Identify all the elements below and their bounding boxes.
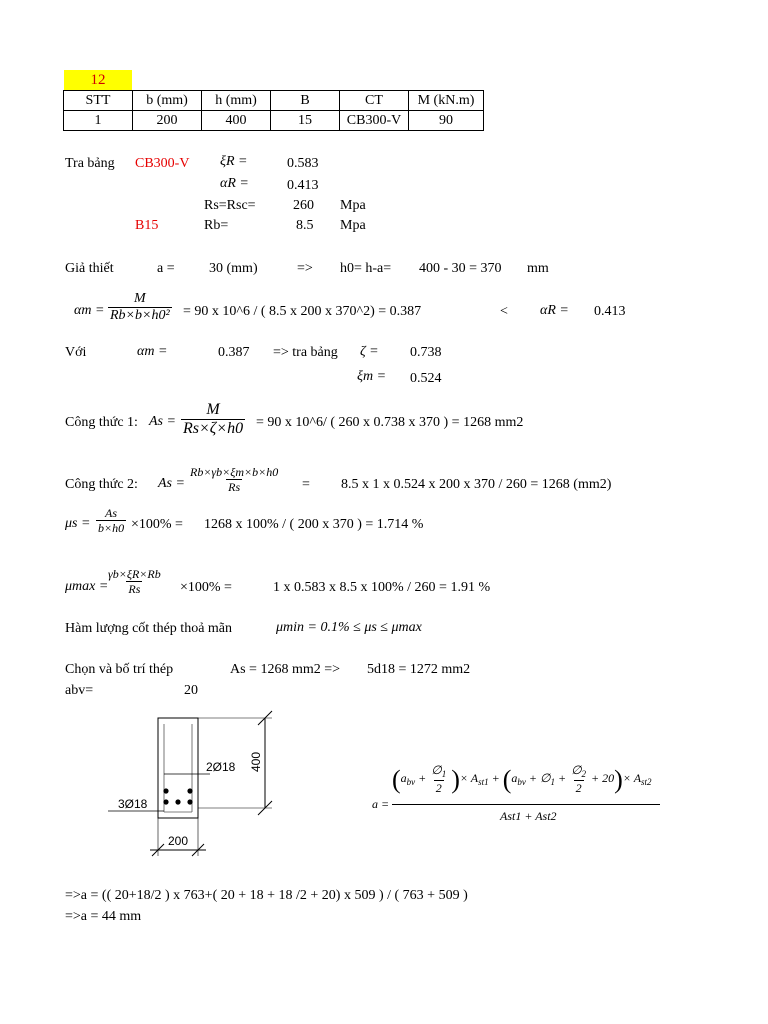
width-label: 200 <box>168 834 189 848</box>
fraction <box>96 507 126 534</box>
rebar-dot <box>187 788 192 793</box>
mu-s-lhs: μs = <box>65 516 91 531</box>
less-than: < <box>500 304 508 319</box>
rs-value: 260 <box>293 198 314 213</box>
abv-label: abv= <box>65 683 94 698</box>
h0-label: h0= h-a= <box>340 261 392 276</box>
fraction <box>108 292 172 323</box>
fraction <box>181 402 245 437</box>
fraction <box>188 466 280 493</box>
denominator: Rb×b×h0² <box>110 308 170 323</box>
with-alpha-m-value: 0.387 <box>218 345 250 360</box>
rebar-dot <box>163 788 168 793</box>
denominator: Rs <box>128 582 141 596</box>
a-value: 30 (mm) <box>209 261 258 276</box>
with-alpha-m-label: αm = <box>137 344 168 359</box>
fraction: $\frac{\emptyset_1}{2}$ <box>431 763 447 795</box>
mu-max-lhs: μmax = <box>65 579 109 594</box>
formula2-lhs: As = <box>158 476 185 491</box>
h0-value: 400 - 30 = 370 <box>419 261 502 276</box>
a-formula-denominator: Ast1 + Ast2 <box>500 809 557 823</box>
numerator: M <box>133 291 146 306</box>
numerator: γb×ξR×Rb <box>108 567 161 581</box>
formula2-fraction <box>188 466 280 493</box>
with-lookup: => tra bảng <box>273 345 338 360</box>
h0-unit: mm <box>527 261 549 276</box>
formula1-label: Công thức 1: <box>65 415 138 430</box>
alpha-r-value: 0.413 <box>287 178 319 193</box>
alpha-r-compare-value: 0.413 <box>594 304 626 319</box>
beam-section-diagram <box>100 708 290 868</box>
lookup-label: Tra bảng <box>65 156 115 171</box>
a-formula-lhs: a = <box>372 797 390 811</box>
a-label: a = <box>157 261 175 276</box>
fraction: $\frac{\emptyset_2}{2}$ <box>571 763 587 795</box>
rb-unit: Mpa <box>340 218 366 233</box>
alpha-r-label: αR = <box>220 176 249 191</box>
denominator: b×h0 <box>98 521 125 535</box>
zeta-label: ζ = <box>360 344 379 359</box>
rebar-dot <box>163 799 168 804</box>
formula1-fraction <box>181 402 245 437</box>
table-header-cell: B <box>271 91 340 111</box>
a-formula-divider <box>392 804 660 805</box>
mu-max-calc: 1 x 0.583 x 8.5 x 100% / 260 = 1.91 % <box>273 580 491 595</box>
rs-label: Rs=Rsc= <box>204 198 256 213</box>
formula2-calc: 8.5 x 1 x 0.524 x 200 x 370 / 260 = 1268 (mm2) <box>341 477 612 492</box>
formula1-calc: = 90 x 10^6/ ( 260 x 0.738 x 370 ) = 1268 mm2 <box>256 415 524 430</box>
table-row <box>64 111 484 131</box>
denominator: Rs×ζ×h0 <box>183 420 244 437</box>
table-header-cell: STT <box>64 91 133 111</box>
formula2-eq: = <box>302 477 310 492</box>
table-header-cell: h (mm) <box>202 91 271 111</box>
table-cell: 1 <box>64 111 133 131</box>
xi-r-label: ξR = <box>220 154 248 169</box>
numerator: As <box>105 506 118 520</box>
with-label: Với <box>65 345 87 360</box>
rb-value: 8.5 <box>296 218 314 233</box>
select-as: As = 1268 mm2 => <box>230 662 341 677</box>
table-header-row <box>64 91 484 111</box>
arrow: => <box>297 261 313 276</box>
rb-label: Rb= <box>204 218 229 233</box>
table-cell: 90 <box>409 111 484 131</box>
xi-r-value: 0.583 <box>287 156 319 171</box>
formula1-lhs: As = <box>149 414 176 429</box>
top-bars-label: 2Ø18 <box>206 760 236 774</box>
table-cell: 400 <box>202 111 271 131</box>
concrete-grade: B15 <box>135 218 159 233</box>
xi-m-label: ξm = <box>357 369 387 384</box>
alpha-r-compare-label: αR = <box>540 303 569 318</box>
alpha-m-lhs: αm = <box>74 303 105 318</box>
input-table <box>63 90 484 131</box>
height-label: 400 <box>249 751 263 772</box>
bottom-bars-label: 3Ø18 <box>118 797 148 811</box>
alpha-m-calc: = 90 x 10^6 / ( 8.5 x 200 x 370^2) = 0.387 <box>183 304 422 319</box>
zeta-value: 0.738 <box>410 345 442 360</box>
mu-s-suffix: ×100% = <box>131 517 183 532</box>
mu-s-fraction <box>96 507 126 534</box>
formula2-label: Công thức 2: <box>65 477 138 492</box>
result-line-1: =>a = (( 20+18/2 ) x 763+( 20 + 18 + 18 /2 + 20) x 509 ) / ( 763 + 509 ) <box>65 888 468 903</box>
table-cell: 200 <box>133 111 202 131</box>
mu-max-suffix: ×100% = <box>180 580 232 595</box>
rs-unit: Mpa <box>340 198 366 213</box>
xi-m-value: 0.524 <box>410 371 442 386</box>
rebar-dot <box>187 799 192 804</box>
rebar-dot <box>175 799 180 804</box>
table-cell: CB300-V <box>340 111 409 131</box>
denominator: Rs <box>228 480 241 494</box>
steel-grade: CB300-V <box>135 156 190 171</box>
mu-max-fraction <box>106 568 163 595</box>
fraction <box>106 568 163 595</box>
select-result: 5d18 = 1272 mm2 <box>367 662 471 677</box>
table-header-cell: CT <box>340 91 409 111</box>
numerator: Rb×γb×ξm×b×h0 <box>190 465 279 479</box>
table-header-cell: b (mm) <box>133 91 202 111</box>
check-expr: μmin = 0.1% ≤ μs ≤ μmax <box>276 620 422 635</box>
problem-number-badge: 12 <box>64 70 132 90</box>
assume-label: Giả thiết <box>65 261 114 276</box>
mu-s-calc: 1268 x 100% / ( 200 x 370 ) = 1.714 % <box>204 517 424 532</box>
select-label: Chọn và bố trí thép <box>65 662 174 677</box>
check-label: Hàm lượng cốt thép thoả mãn <box>65 621 233 636</box>
alpha-m-fraction <box>108 292 172 323</box>
numerator: M <box>206 401 220 418</box>
abv-value: 20 <box>184 683 198 698</box>
a-formula-numerator: ($a_{bv}$ + $\frac{\emptyset_1}{2}$ )× $A_{st1} + (a_{bv}$ + $\emptyset_1$ + $\frac{\emptyset_2}{2}$ + $20)\times A_{st2}$ <box>392 763 652 795</box>
table-cell: 15 <box>271 111 340 131</box>
result-line-2: =>a = 44 mm <box>65 909 142 924</box>
table-header-cell: M (kN.m) <box>409 91 484 111</box>
